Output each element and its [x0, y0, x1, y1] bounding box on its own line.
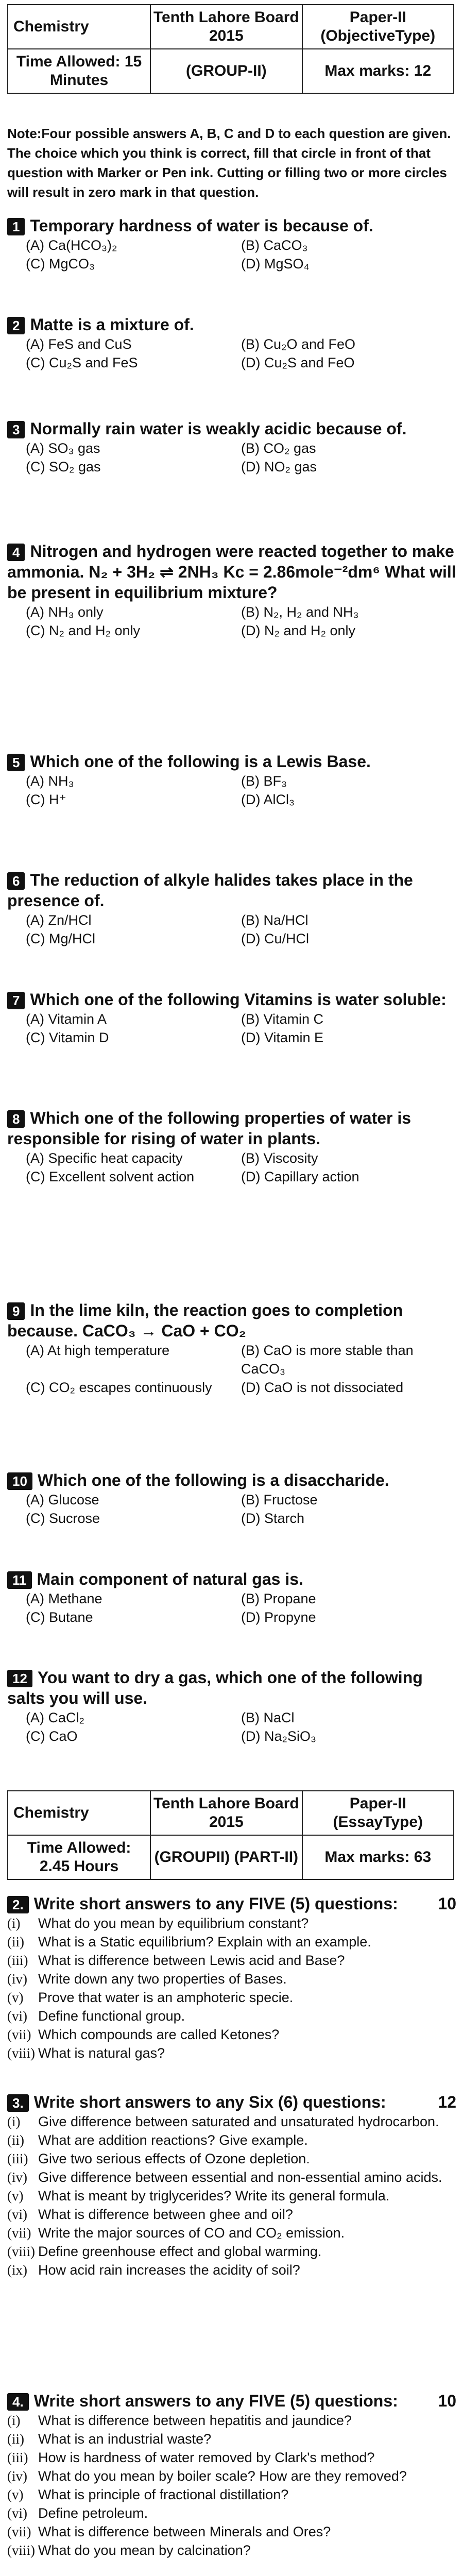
mcq-option: (D) Starch: [241, 1511, 305, 1526]
question-text: Define petroleum.: [38, 2505, 148, 2521]
question-text: What do you mean by equilibrium constant?: [38, 1916, 309, 1931]
short-question: [7, 1914, 456, 1933]
q3: [7, 2092, 456, 2279]
mcq-option: (A) CaCl₂: [26, 1710, 84, 1725]
mcq-question: [7, 1108, 456, 1149]
marks-cell: Max marks: 12: [302, 49, 454, 93]
mcq-options: [7, 772, 456, 809]
question-roman: (v): [7, 1990, 24, 2005]
short-question: [7, 2187, 456, 2205]
subject-cell-2: Chemistry: [8, 1791, 150, 1835]
mcq-options: [7, 1149, 456, 1186]
marks-cell-2: Max marks: 63: [302, 1835, 454, 1879]
question-text: Give difference between saturated and unsaturated hydrocarbon.: [38, 2114, 439, 2129]
question-text: Define functional group.: [38, 2008, 185, 2024]
mcq-item: [7, 870, 456, 948]
question-roman: (iv): [7, 1971, 27, 1987]
question-roman: (vi): [7, 2505, 27, 2521]
short-question: [7, 2205, 456, 2224]
short-question: [7, 2522, 456, 2541]
mcq-option: (A) NH₃ only: [26, 604, 104, 620]
instructions-note: Note:Four possible answers A, B, C and D to each question are given. The choice which you think is correct, fill that circle in front of that question with Marker or Pen ink. Cutting or filling two or more circles will result in zero mark in that question.: [7, 126, 451, 200]
short-question: [7, 1933, 456, 1951]
paper-cell: Paper-II (ObjectiveType): [302, 5, 454, 49]
question-text: Give difference between essential and non-essential amino acids.: [38, 2170, 442, 2185]
mcq-option: (A) Zn/HCl: [26, 912, 92, 928]
mcq-text: Matte is a mixture of.: [30, 315, 194, 334]
mcq-option: (C) SO₂ gas: [26, 459, 101, 474]
mcq-question: [7, 314, 456, 335]
q4-list: [7, 2411, 456, 2560]
mcq-item: [7, 215, 456, 273]
mcq-options: [7, 1490, 456, 1528]
short-question: [7, 2504, 456, 2522]
mcq-option: (B) Vitamin C: [241, 1011, 324, 1027]
time-cell-2: Time Allowed: 2.45 Hours: [8, 1835, 150, 1879]
q4: [7, 2391, 456, 2560]
mcq-option: (B) N₂, H₂ and NH₃: [241, 604, 359, 620]
mcq-option: (A) Methane: [26, 1591, 102, 1606]
mcq-text: You want to dry a gas, which one of the following salts you will use.: [7, 1668, 423, 1707]
paper-cell-2: Paper-II (EssayType): [302, 1791, 454, 1835]
mcq-text: In the lime kiln, the reaction goes to completion because. CaCO₃ → CaO + CO₂: [7, 1301, 403, 1340]
mcq-option: (C) MgCO₃: [26, 256, 95, 272]
short-question: [7, 2448, 456, 2467]
mcq-question: [7, 751, 456, 772]
q3-marks: 12: [438, 2093, 456, 2111]
mcq-number: 9: [7, 1302, 25, 1320]
short-question: [7, 2261, 456, 2279]
question-text: What is principle of fractional distillation?: [38, 2487, 289, 2502]
mcq-option: (D) N₂ and H₂ only: [241, 623, 356, 638]
mcq-options: [7, 1010, 456, 1047]
mcq-option: (B) Cu₂O and FeO: [241, 336, 356, 352]
board-cell-2: Tenth Lahore Board 2015: [150, 1791, 302, 1835]
mcq-number: 12: [7, 1670, 32, 1687]
question-text: Define greenhouse effect and global warming.: [38, 2244, 322, 2259]
mcq-item: [7, 751, 456, 809]
short-question: [7, 2025, 456, 2044]
mcq-options: [7, 911, 456, 948]
mcq-question: [7, 1300, 456, 1341]
mcq-question: [7, 418, 456, 439]
mcq-item: [7, 541, 456, 640]
mcq-number: 7: [7, 992, 25, 1009]
short-question: [7, 2467, 456, 2485]
mcq-option: (C) CO₂ escapes continuously: [26, 1380, 212, 1395]
q3-number: 3.: [7, 2094, 29, 2112]
short-question: [7, 2541, 456, 2560]
mcq-option: (C) Sucrose: [26, 1511, 100, 1526]
mcq-option: (C) H⁺: [26, 792, 66, 807]
short-question: [7, 2131, 456, 2149]
mcq-option: (C) N₂ and H₂ only: [26, 623, 141, 638]
short-question: [7, 2112, 456, 2131]
question-roman: (iii): [7, 2151, 28, 2166]
mcq-text: Temporary hardness of water is because of.: [30, 216, 373, 235]
mcq-option: (C) Mg/HCl: [26, 931, 95, 946]
short-question: [7, 2168, 456, 2187]
mcq-options: [7, 603, 456, 640]
mcq-question: [7, 1667, 456, 1708]
group-cell: (GROUP-II): [150, 49, 302, 93]
mcq-text: Which one of the following properties of water is responsible for rising of water in plants.: [7, 1109, 411, 1148]
mcq-number: 6: [7, 872, 25, 890]
mcq-options: [7, 1341, 456, 1397]
question-roman: (vi): [7, 2008, 27, 2024]
mcq-question: [7, 1470, 456, 1490]
mcq-item: [7, 1667, 456, 1745]
question-text: How is hardness of water removed by Clark's method?: [38, 2450, 375, 2465]
mcq-options: [7, 335, 456, 372]
q2: [7, 1893, 456, 2062]
question-text: What is an industrial waste?: [38, 2431, 212, 2447]
question-roman: (ii): [7, 2431, 24, 2447]
question-text: Prove that water is an amphoteric specie.: [38, 1990, 294, 2005]
short-question: [7, 2242, 456, 2261]
question-roman: (iii): [7, 1953, 28, 1968]
question-roman: (vii): [7, 2225, 31, 2241]
question-text: What is natural gas?: [38, 2045, 165, 2061]
question-text: What do you mean by calcination?: [38, 2543, 251, 2558]
question-text: Which compounds are called Ketones?: [38, 2027, 280, 2042]
mcq-option: (B) BF₃: [241, 773, 287, 789]
mcq-options: [7, 439, 456, 476]
mcq-text: Which one of the following is a disaccharide.: [37, 1471, 389, 1489]
question-roman: (vii): [7, 2027, 31, 2042]
objective-header: [7, 4, 454, 94]
q2-number: 2.: [7, 1896, 29, 1913]
short-question: [7, 1951, 456, 1970]
mcq-number: 3: [7, 421, 25, 438]
mcq-option: (D) Na₂SiO₃: [241, 1728, 316, 1744]
mcq-option: (D) Vitamin E: [241, 1030, 324, 1045]
q2-heading: [7, 1893, 456, 1914]
mcq-option: (B) NaCl: [241, 1710, 295, 1725]
question-roman: (viii): [7, 2543, 35, 2558]
mcq-option: (A) Specific heat capacity: [26, 1150, 183, 1166]
question-roman: (v): [7, 2188, 24, 2204]
mcq-option: (D) Propyne: [241, 1609, 316, 1625]
question-roman: (ii): [7, 2132, 24, 2148]
q3-list: [7, 2112, 456, 2279]
mcq-option: (C) CaO: [26, 1728, 78, 1744]
mcq-options: [7, 1708, 456, 1745]
question-roman: (v): [7, 2487, 24, 2502]
mcq-item: [7, 1569, 456, 1626]
mcq-number: 2: [7, 317, 25, 334]
mcq-question: [7, 989, 456, 1010]
mcq-option: (D) NO₂ gas: [241, 459, 317, 474]
mcq-text: Nitrogen and hydrogen were reacted together to make ammonia. N₂ + 3H₂ ⇌ 2NH₃ Kc = 2.86mole⁻²dm⁶ What will be present in equilibrium mixture?: [7, 542, 456, 602]
question-roman: (iv): [7, 2468, 27, 2484]
short-question: [7, 2485, 456, 2504]
mcq-option: (B) Na/HCl: [241, 912, 308, 928]
short-question: [7, 1988, 456, 2007]
mcq-option: (B) CaO is more stable than CaCO₃: [241, 1343, 414, 1377]
mcq-item: [7, 989, 456, 1047]
question-roman: (i): [7, 1916, 21, 1931]
question-text: What is difference between hepatitis and jaundice?: [38, 2413, 352, 2428]
question-text: What is difference between Lewis acid and Base?: [38, 1953, 345, 1968]
q2-marks: 10: [438, 1894, 456, 1913]
mcq-item: [7, 1470, 456, 1528]
question-text: Write the major sources of CO and CO₂ emission.: [38, 2225, 345, 2241]
mcq-number: 4: [7, 544, 25, 561]
subject-cell: Chemistry: [8, 5, 150, 49]
question-roman: (ii): [7, 1934, 24, 1950]
mcq-question: [7, 1569, 456, 1589]
mcq-option: (B) Fructose: [241, 1492, 318, 1507]
short-question: [7, 1970, 456, 1988]
mcq-option: (B) Viscosity: [241, 1150, 318, 1166]
mcq-option: (D) Cu₂S and FeO: [241, 355, 355, 370]
question-text: What is difference between ghee and oil?: [38, 2207, 293, 2222]
mcq-option: (D) Capillary action: [241, 1169, 359, 1184]
mcq-option: (A) FeS and CuS: [26, 336, 132, 352]
mcq-option: (C) Vitamin D: [26, 1030, 109, 1045]
mcq-option: (B) CaCO₃: [241, 238, 308, 253]
mcq-item: [7, 1108, 456, 1186]
mcq-option: (A) Ca(HCO₃)₂: [26, 238, 117, 253]
q3-instruction: Write short answers to any Six (6) questions:: [33, 2093, 386, 2111]
question-text: Write down any two properties of Bases.: [38, 1971, 287, 1987]
q4-marks: 10: [438, 2392, 456, 2410]
mcq-option: (A) At high temperature: [26, 1343, 170, 1358]
mcq-options: [7, 1589, 456, 1626]
q3-heading: [7, 2092, 456, 2112]
question-roman: (viii): [7, 2244, 35, 2259]
mcq-option: (C) Butane: [26, 1609, 93, 1625]
mcq-item: [7, 1300, 456, 1397]
mcq-option: (D) Cu/HCl: [241, 931, 309, 946]
question-roman: (iii): [7, 2450, 28, 2465]
short-question: [7, 2149, 456, 2168]
mcq-number: 8: [7, 1110, 25, 1128]
mcq-option: (A) Vitamin A: [26, 1011, 107, 1027]
short-question: [7, 2007, 456, 2025]
mcq-number: 11: [7, 1571, 32, 1589]
essay-header: [7, 1790, 454, 1880]
question-text: Give two serious effects of Ozone depletion.: [38, 2151, 310, 2166]
mcq-option: (B) CO₂ gas: [241, 440, 316, 456]
mcq-item: [7, 314, 456, 372]
question-roman: (iv): [7, 2170, 27, 2185]
mcq-option: (A) NH₃: [26, 773, 74, 789]
mcq-text: Which one of the following Vitamins is water soluble:: [30, 990, 447, 1009]
q2-instruction: Write short answers to any FIVE (5) questions:: [33, 1894, 398, 1913]
mcq-option: (C) Excellent solvent action: [26, 1169, 195, 1184]
question-roman: (ix): [7, 2262, 27, 2278]
mcq-item: [7, 418, 456, 476]
question-text: What is difference between Minerals and Ores?: [38, 2524, 331, 2539]
question-roman: (i): [7, 2413, 21, 2428]
mcq-text: Which one of the following is a Lewis Base.: [30, 752, 371, 771]
mcq-question: [7, 215, 456, 236]
question-roman: (vi): [7, 2207, 27, 2222]
question-text: What is meant by triglycerides? Write its general formula.: [38, 2188, 390, 2204]
question-text: How acid rain increases the acidity of soil?: [38, 2262, 300, 2278]
short-question: [7, 2411, 456, 2430]
mcq-option: (A) Glucose: [26, 1492, 99, 1507]
q4-heading: [7, 2391, 456, 2411]
mcq-option: (D) MgSO₄: [241, 256, 310, 272]
q4-number: 4.: [7, 2393, 29, 2411]
question-roman: (vii): [7, 2524, 31, 2539]
short-question: [7, 2224, 456, 2242]
question-text: What do you mean by boiler scale? How are they removed?: [38, 2468, 407, 2484]
mcq-option: (B) Propane: [241, 1591, 316, 1606]
mcq-option: (A) SO₃ gas: [26, 440, 100, 456]
question-text: What is a Static equilibrium? Explain with an example.: [38, 1934, 371, 1950]
short-question: [7, 2430, 456, 2448]
mcq-text: Main component of natural gas is.: [37, 1570, 303, 1588]
short-question: [7, 2044, 456, 2062]
question-roman: (viii): [7, 2045, 35, 2061]
mcq-option: (C) Cu₂S and FeS: [26, 355, 138, 370]
question-text: What are addition reactions? Give example.: [38, 2132, 308, 2148]
mcq-question: [7, 541, 456, 603]
board-cell: Tenth Lahore Board 2015: [150, 5, 302, 49]
question-roman: (i): [7, 2114, 21, 2129]
mcq-number: 5: [7, 754, 25, 771]
mcq-text: Normally rain water is weakly acidic because of.: [30, 419, 407, 438]
mcq-text: The reduction of alkyle halides takes place in the presence of.: [7, 871, 413, 910]
mcq-options: [7, 236, 456, 273]
mcq-question: [7, 870, 456, 911]
time-cell: Time Allowed: 15 Minutes: [8, 49, 150, 93]
mcq-number: 1: [7, 218, 25, 235]
group-cell-2: (GROUPII) (PART-II): [150, 1835, 302, 1879]
q2-list: [7, 1914, 456, 2062]
mcq-option: (D) AlCl₃: [241, 792, 295, 807]
q4-instruction: Write short answers to any FIVE (5) questions:: [33, 2392, 398, 2410]
mcq-number: 10: [7, 1472, 32, 1490]
mcq-option: (D) CaO is not dissociated: [241, 1380, 404, 1395]
